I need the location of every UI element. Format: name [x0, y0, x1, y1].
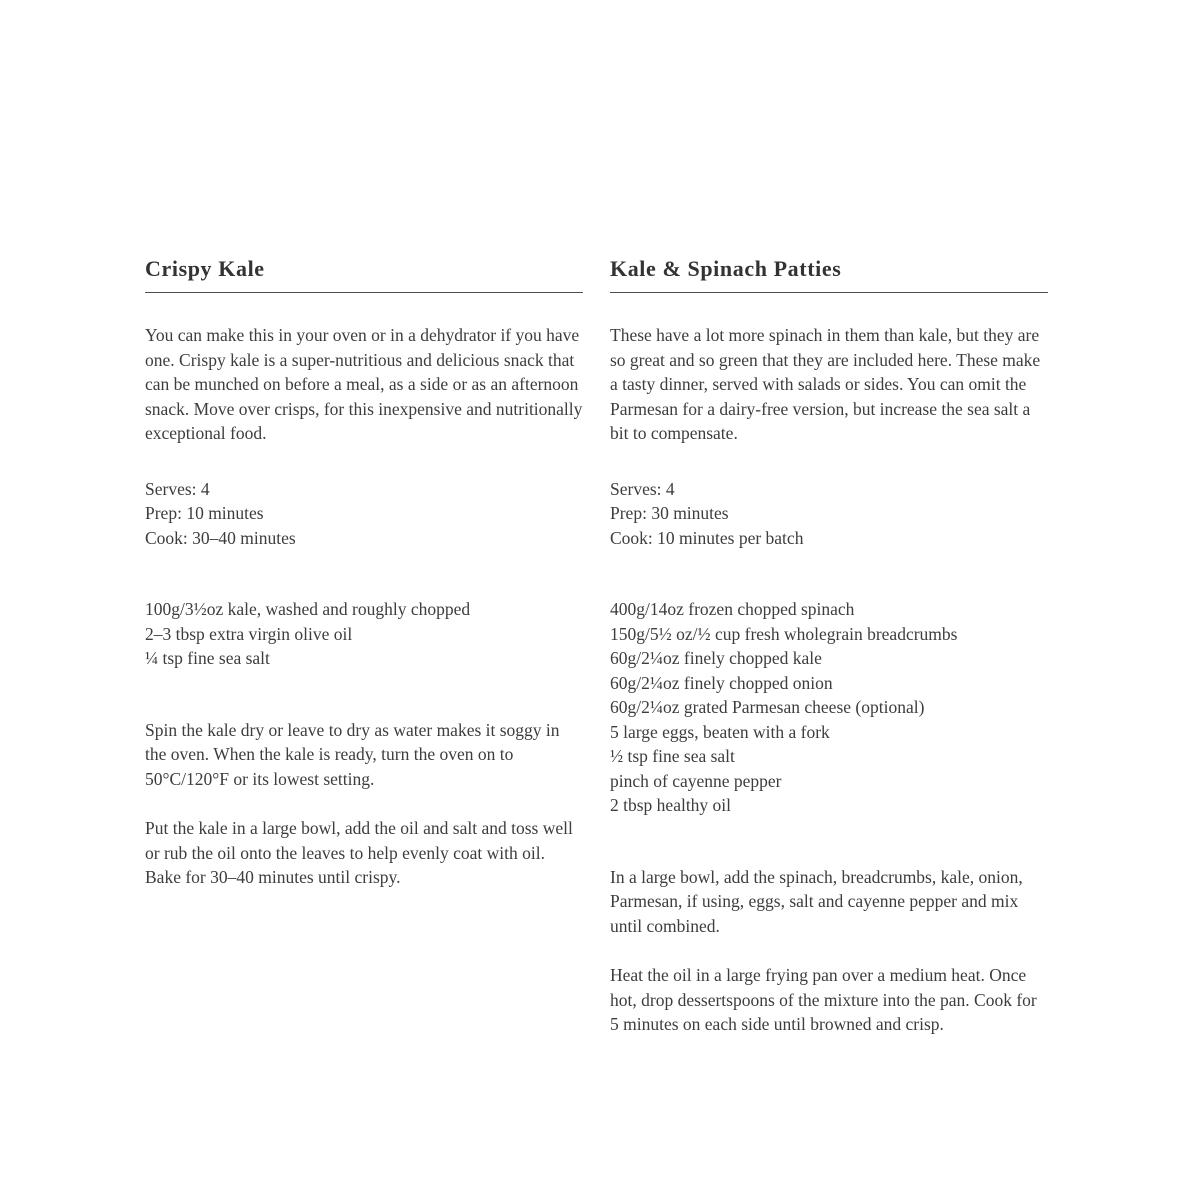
- ingredient-line: 60g/2¼oz finely chopped onion: [610, 672, 833, 693]
- prep-line: Prep: 30 minutes: [610, 503, 729, 523]
- cook-line: Cook: 30–40 minutes: [145, 527, 296, 548]
- serves-line: Serves: 4: [145, 478, 210, 499]
- recipe-title: Kale & Spinach Patties: [610, 256, 842, 281]
- cook-line: Cook: 10 minutes per batch: [610, 527, 804, 548]
- ingredient-line: 5 large eggs, beaten with a fork: [610, 721, 830, 742]
- ingredient-line: 2–3 tbsp extra virgin olive oil: [145, 623, 353, 644]
- recipe-column-kale-spinach-patties: [610, 256, 1048, 1037]
- title-rule: [610, 292, 1048, 293]
- serves-line: Serves: 4: [610, 478, 675, 499]
- recipe-intro: These have a lot more spinach in them than kale, but they are so great and so green that they are included here. These make a tasty dinner, served with salads or sides. You can omit the Parmesan for a dairy-free version, but increase the sea salt a bit to compensate.: [610, 325, 1041, 443]
- ingredient-line: ½ tsp fine sea salt: [610, 746, 735, 766]
- recipe-column-crispy-kale: [145, 256, 583, 890]
- method-paragraph: In a large bowl, add the spinach, breadcrumbs, kale, onion, Parmesan, if using, eggs, salt and cayenne pepper and mix until combined.: [610, 866, 1023, 936]
- method-paragraph: Put the kale in a large bowl, add the oil and salt and toss well or rub the oil onto the leaves to help evenly coat with oil. Bake for 30–40 minutes until crispy.: [145, 818, 573, 887]
- method-paragraph: Spin the kale dry or leave to dry as water makes it soggy in the oven. When the kale is ready, turn the oven on to 50°C/120°F or its lowest setting.: [145, 719, 560, 789]
- ingredient-line: 150g/5½ oz/½ cup fresh wholegrain breadcrumbs: [610, 623, 958, 644]
- title-rule: [145, 292, 583, 293]
- ingredient-line: 400g/14oz frozen chopped spinach: [610, 599, 855, 619]
- ingredient-list: [610, 597, 1048, 818]
- recipe-title: Crispy Kale: [145, 256, 265, 281]
- recipe-meta: [145, 477, 583, 551]
- ingredient-line: 100g/3½oz kale, washed and roughly chopped: [145, 599, 471, 619]
- ingredient-list: [145, 597, 583, 671]
- ingredient-line: ¼ tsp fine sea salt: [145, 648, 270, 668]
- ingredient-line: 60g/2¼oz finely chopped kale: [610, 648, 822, 668]
- ingredient-line: pinch of cayenne pepper: [610, 770, 782, 791]
- recipe-intro: You can make this in your oven or in a dehydrator if you have one. Crispy kale is a super-nutritious and delicious snack that can be munched on before a meal, as a side or as an afternoon snack. Move over crisps, for this inexpensive and nutritionally exceptional food.: [145, 325, 583, 443]
- ingredient-line: 60g/2¼oz grated Parmesan cheese (optional): [610, 697, 925, 717]
- method-paragraph: Heat the oil in a large frying pan over a medium heat. Once hot, drop dessertspoons of the mixture into the pan. Cook for 5 minutes on each side until browned and crisp.: [610, 965, 1037, 1034]
- prep-line: Prep: 10 minutes: [145, 503, 264, 523]
- recipe-meta: [610, 477, 1048, 551]
- ingredient-line: 2 tbsp healthy oil: [610, 795, 732, 815]
